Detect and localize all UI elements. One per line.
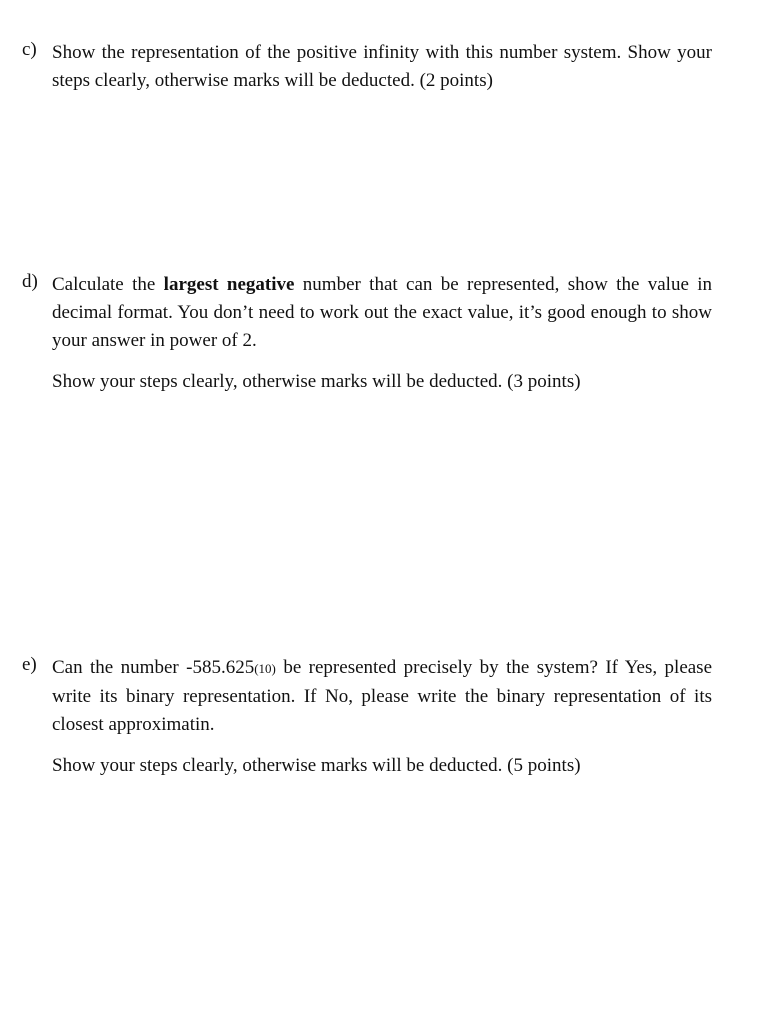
question-d-label: d) xyxy=(22,271,38,292)
question-c-label: c) xyxy=(22,39,37,60)
question-d xyxy=(22,271,712,396)
question-d-text-start: Calculate the xyxy=(52,274,164,295)
question-d-text xyxy=(52,271,712,355)
question-e-text-start: Can the number xyxy=(52,657,187,678)
question-e-text-end: be represented precisely by the system? If Yes, please write its binary representation. If No, please write the binary representation of its closest approximatin. xyxy=(52,657,713,735)
question-e-label: e) xyxy=(22,654,37,675)
question-e-text xyxy=(52,654,712,739)
question-e-number-base: (10) xyxy=(254,661,276,676)
question-d-body xyxy=(52,271,712,396)
question-d-steps-note: Show your steps clearly, otherwise marks will be deducted. (3 points) xyxy=(52,371,581,392)
question-d-text-end: number that can be represented, show the value in decimal format. You don’t need to work out the exact value, it’s good enough to show your answer in power of 2. xyxy=(52,274,713,351)
question-e xyxy=(22,654,712,780)
question-c-text: Show the representation of the positive infinity with this number system. Show your steps clearly, otherwise marks will be deducted. (2 points) xyxy=(52,42,712,91)
question-e-body xyxy=(52,654,712,780)
question-c xyxy=(22,39,712,95)
question-d-bold-phrase: largest negative xyxy=(163,274,295,295)
question-c-body xyxy=(52,39,712,95)
question-e-steps-note: Show your steps clearly, otherwise marks will be deducted. (5 points) xyxy=(52,755,581,776)
question-e-number: -585.625 xyxy=(186,657,255,678)
